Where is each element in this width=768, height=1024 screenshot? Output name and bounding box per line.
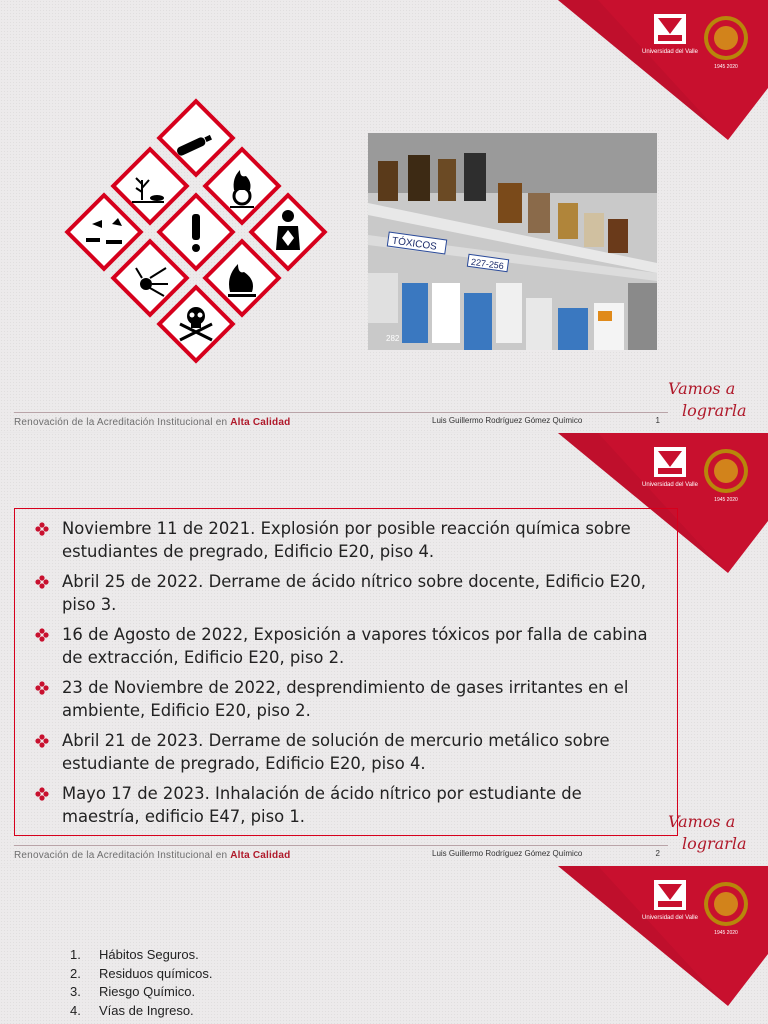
slide-3 [0,866,768,1024]
list-item: 4. Vías de Ingreso. [70,1002,194,1018]
footer-accreditation: Renovación de la Acreditación Institucional en Alta Calidad [14,417,291,428]
university-logos [642,12,756,72]
diamond-bullet-icon [35,575,49,589]
svg-text:Universidad del Valle: Universidad del Valle [642,49,698,55]
svg-text:1945 2020: 1945 2020 [714,930,738,936]
diamond-bullet-icon [35,522,49,536]
chemical-shelf-photo [368,133,657,350]
page-number: 1 [655,416,660,425]
svg-text:1945 2020: 1945 2020 [714,64,738,70]
svg-text:227-256: 227-256 [470,256,505,272]
university-logos [642,878,756,938]
svg-text:1945 2020: 1945 2020 [714,497,738,503]
environment-icon [113,149,187,223]
list-item: Noviembre 11 de 2021. Explosión por posible reacción química sobre estudiantes de pregrado, Edificio E20, piso 4. [35,517,663,563]
list-item: 1. Hábitos Seguros. [70,947,199,962]
list-item: Mayo 17 de 2023. Inhalación de ácido nítrico por estudiante de maestría, edificio E47, piso 1. [35,782,663,828]
diamond-bullet-icon [35,681,49,695]
footer-author: Luis Guillermo Rodríguez Gómez Químico [432,849,583,858]
svg-text:lograrla: lograrla [682,401,747,420]
corrosion-icon [67,195,141,269]
ghs-pictograms [62,108,334,374]
slide-2 [0,433,768,865]
list-item: Abril 25 de 2022. Derrame de ácido nítrico sobre docente, Edificio E20, piso 3. [35,570,663,616]
page-number: 2 [655,849,660,858]
list-item: 2. Residuos químicos. [70,965,213,981]
gas-cylinder-icon [159,101,233,175]
anniversary-seal-icon [704,16,748,60]
svg-text:lograrla: lograrla [682,834,747,853]
diamond-bullet-icon [35,734,49,748]
anniversary-seal-icon [704,882,748,926]
diamond-bullet-icon [35,628,49,642]
list-item: 16 de Agosto de 2022, Exposición a vapores tóxicos por falla de cabina de extracción, Edificio E20, piso 2. [35,623,663,669]
slide-1 [0,0,768,432]
svg-text:TÓXICOS: TÓXICOS [391,235,438,253]
diamond-bullet-icon [35,787,49,801]
svg-text:Vamos a: Vamos a [668,379,736,398]
slogan-vamos-a-lograrla [664,809,750,857]
univalle-logo-icon [654,447,686,477]
footer-accreditation: Renovación de la Acreditación Institucional en Alta Calidad [14,850,291,861]
anniversary-seal-icon [704,449,748,493]
list-item: 3. Riesgo Químico. [70,984,196,999]
university-logos [642,445,756,505]
slide-footer [14,412,668,432]
univalle-logo-icon [654,14,686,44]
list-item: Abril 21 de 2023. Derrame de solución de mercurio metálico sobre estudiante de pregrado, Edificio E20, piso 4. [35,729,663,775]
agenda-list [70,946,212,1020]
slogan-vamos-a-lograrla [664,376,750,424]
svg-text:282: 282 [386,334,400,343]
incident-list-box [14,508,678,836]
footer-author: Luis Guillermo Rodríguez Gómez Químico [432,416,583,425]
incident-list [15,509,677,828]
list-item: 23 de Noviembre de 2022, desprendimiento de gases irritantes en el ambiente, Edificio E20, piso 2. [35,676,663,722]
slide-footer [14,845,668,865]
svg-text:Universidad del Valle: Universidad del Valle [642,482,698,488]
svg-text:Universidad del Valle: Universidad del Valle [642,915,698,921]
svg-text:Vamos a: Vamos a [668,812,736,831]
univalle-logo-icon [654,880,686,910]
